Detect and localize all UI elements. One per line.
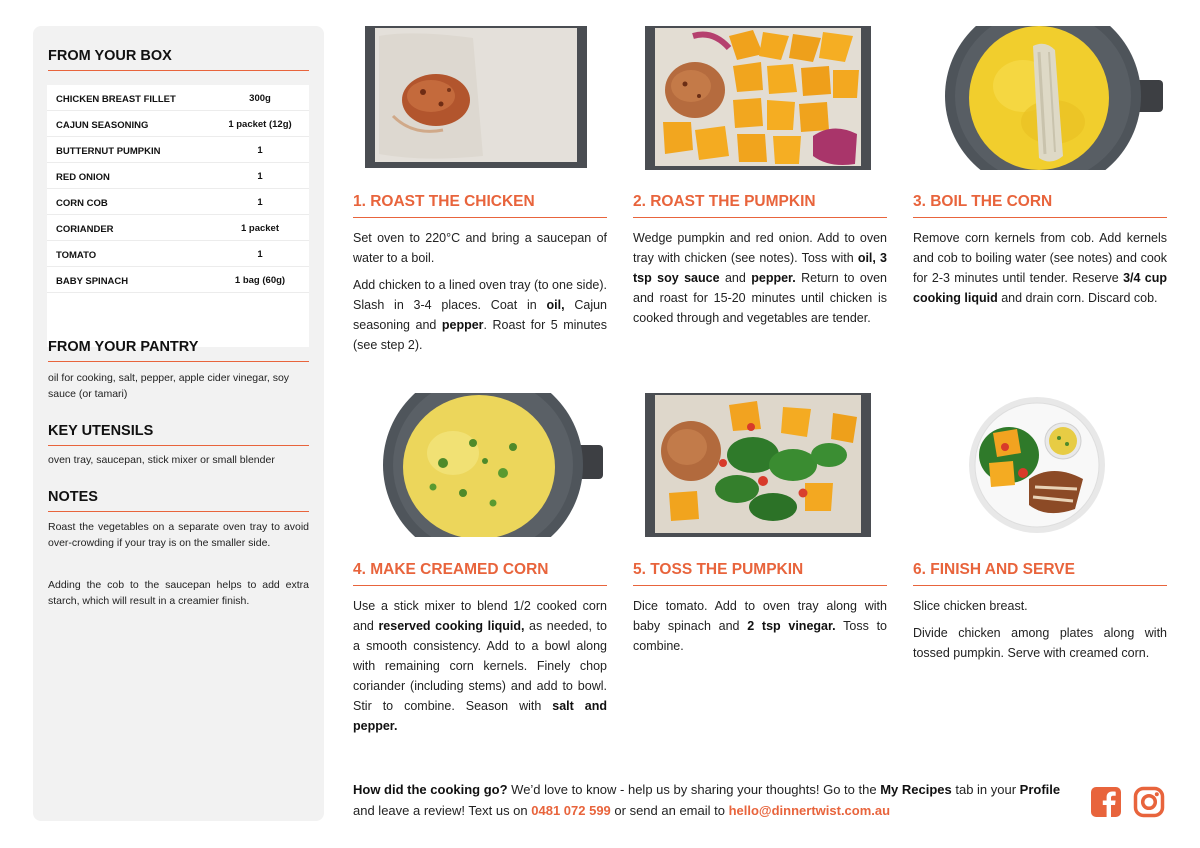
utensils-text: oven tray, saucepan, stick mixer or small blender	[48, 454, 275, 466]
text: and leave a review! Text us on	[353, 803, 532, 818]
step-6-title: 6. FINISH AND SERVE	[913, 561, 1167, 586]
pantry-heading: FROM YOUR PANTRY	[48, 339, 309, 362]
text: or send an email to	[610, 803, 729, 818]
step-1-body	[353, 228, 607, 362]
bold-text: pepper.	[751, 271, 796, 285]
step-2-body	[633, 228, 887, 335]
facebook-icon[interactable]	[1090, 786, 1122, 818]
review-footer	[353, 779, 1073, 821]
bold-text: reserved cooking liquid,	[378, 619, 525, 633]
bold-text: pepper	[441, 318, 484, 332]
ingredient-qty: 1	[257, 197, 263, 208]
table-row	[47, 85, 309, 111]
bold-text: Profile	[1019, 782, 1061, 797]
creamed-corn-photo	[353, 393, 607, 537]
text: and drain corn. Discard cob.	[997, 291, 1158, 305]
toss-pumpkin-photo	[633, 393, 887, 537]
text: Set oven to 220°C and bring a saucepan of water to a boil.	[353, 231, 607, 265]
step-paragraph	[913, 596, 1167, 616]
ingredient-name: CORN COB	[56, 198, 108, 209]
note-1: Roast the vegetables on a separate oven tray to avoid over-crowding if your tray is on the smaller side.	[48, 521, 309, 549]
ingredients-table	[47, 85, 309, 347]
ingredients-sidebar	[33, 26, 324, 821]
ingredient-qty: 1 packet	[240, 223, 280, 234]
note-2: Adding the cob to the saucepan helps to add extra starch, which will result in a creamier finish.	[48, 579, 309, 607]
ingredient-qty: 1	[257, 249, 263, 260]
phone-link[interactable]: 0481 072 599	[531, 803, 611, 818]
bold-text: How did the cooking go?	[353, 782, 508, 797]
table-row	[47, 111, 309, 137]
roast-chicken-photo	[353, 26, 607, 170]
step-paragraph	[633, 596, 887, 656]
step-4-title: 4. MAKE CREAMED CORN	[353, 561, 607, 586]
instagram-icon[interactable]	[1133, 786, 1165, 818]
table-row	[47, 215, 309, 241]
text: Wedge pumpkin and red onion. Add to oven tray with chicken (see notes). Toss with	[633, 231, 887, 265]
text: Toss to combine.	[633, 619, 887, 653]
ingredient-name: BABY SPINACH	[56, 276, 129, 287]
ingredient-name: RED ONION	[56, 172, 110, 183]
table-row	[47, 137, 309, 163]
text: tab in your	[951, 782, 1020, 797]
ingredient-qty: 300g	[249, 93, 271, 104]
bold-text: 2 tsp vinegar.	[747, 619, 836, 633]
ingredient-name: CORIANDER	[56, 224, 114, 235]
utensils-heading: KEY UTENSILS	[48, 423, 309, 446]
step-6-body	[913, 596, 1167, 670]
pantry-text: oil for cooking, salt, pepper, apple cider vinegar, soy sauce (or tamari)	[48, 372, 290, 400]
from-your-box-heading: FROM YOUR BOX	[48, 48, 309, 71]
text: Add chicken to a lined oven tray (to one side). Slash in 3-4 places. Coat in	[353, 278, 607, 312]
email-link[interactable]: hello@dinnertwist.com.au	[728, 803, 891, 818]
step-paragraph	[913, 228, 1167, 308]
boil-corn-photo	[913, 26, 1167, 170]
bold-text: My Recipes	[880, 782, 952, 797]
finished-dish-photo	[913, 393, 1167, 537]
ingredient-name: CHICKEN BREAST FILLET	[56, 94, 176, 105]
text: Remove corn kernels from cob. Add kernels and cob to boiling water (see notes) and cook for 2-3 minutes until tender. Reserve	[913, 231, 1167, 285]
table-row	[47, 189, 309, 215]
step-paragraph	[353, 228, 607, 268]
text: Return to oven and roast for 15-20 minutes until chicken is cooked through and vegetables are tender.	[633, 271, 887, 325]
step-5-body	[633, 596, 887, 663]
text: Cajun seasoning and	[353, 298, 608, 332]
step-2-title: 2. ROAST THE PUMPKIN	[633, 193, 887, 218]
step-paragraph	[913, 623, 1167, 663]
bold-text: oil, 3 tsp soy sauce	[633, 251, 887, 285]
table-row	[47, 163, 309, 189]
text: Use a stick mixer to blend 1/2 cooked corn and	[353, 599, 607, 633]
ingredient-name: CAJUN SEASONING	[56, 120, 149, 131]
ingredient-qty: 1	[257, 145, 263, 156]
text: Dice tomato. Add to oven tray along with baby spinach and	[633, 599, 887, 633]
step-1-title: 1. ROAST THE CHICKEN	[353, 193, 607, 218]
ingredient-name: TOMATO	[56, 250, 97, 261]
bold-text: oil,	[546, 298, 565, 312]
step-3-title: 3. BOIL THE CORN	[913, 193, 1167, 218]
bold-text: salt and pepper.	[353, 699, 607, 733]
bold-text: 3/4 cup cooking liquid	[913, 271, 1168, 305]
ingredient-qty: 1	[257, 171, 263, 182]
table-row	[47, 241, 309, 267]
text: We’d love to know - help us by sharing your thoughts! Go to the	[507, 782, 881, 797]
table-row	[47, 267, 309, 293]
ingredient-qty: 1 packet (12g)	[228, 119, 292, 130]
ingredient-name: BUTTERNUT PUMPKIN	[56, 146, 161, 157]
text: as needed, to a smooth consistency. Add to a bowl along with remaining corn kernels. Finely chop coriander (including stems) and add to bowl. Stir to combine. Season with	[353, 619, 607, 713]
step-4-body	[353, 596, 607, 743]
roast-pumpkin-photo	[633, 26, 887, 170]
step-paragraph	[353, 596, 607, 736]
text: and	[719, 271, 752, 285]
step-5-title: 5. TOSS THE PUMPKIN	[633, 561, 887, 586]
text: Slice chicken breast.	[913, 599, 1028, 613]
step-3-body	[913, 228, 1167, 315]
text: Divide chicken among plates along with tossed pumpkin. Serve with creamed corn.	[913, 626, 1167, 660]
ingredient-qty: 1 bag (60g)	[234, 275, 286, 286]
step-paragraph	[353, 275, 607, 355]
text: . Roast for 5 minutes (see step 2).	[353, 318, 607, 352]
step-paragraph	[633, 228, 887, 328]
notes-heading: NOTES	[48, 489, 309, 512]
